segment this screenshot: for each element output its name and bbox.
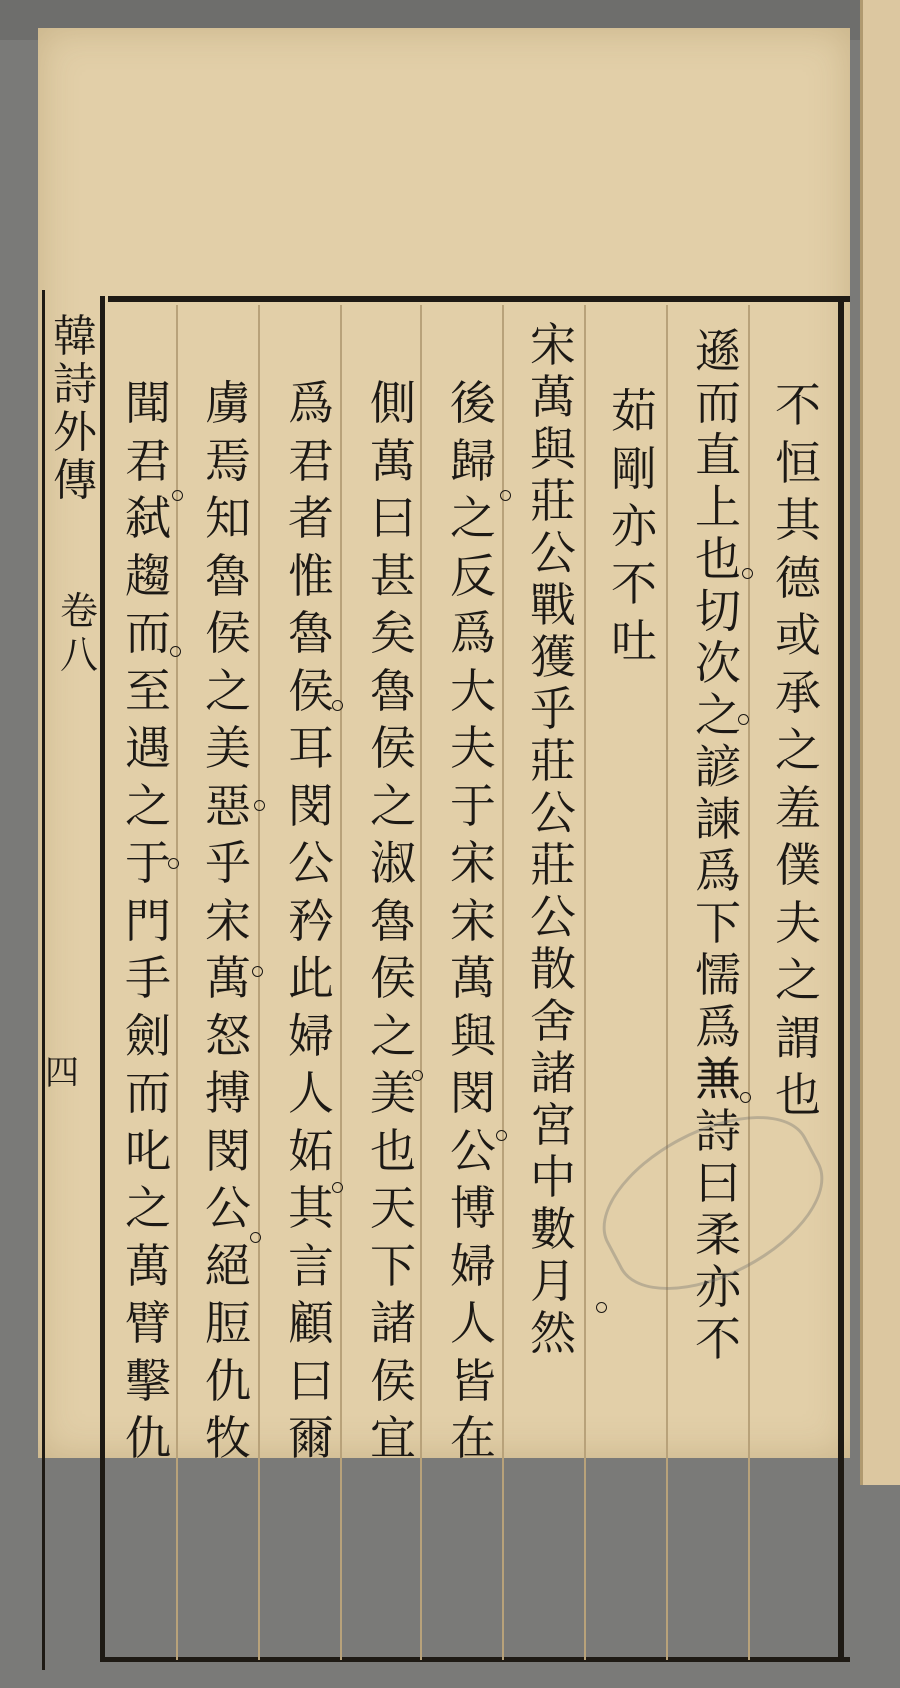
text-char: 博 [450, 1181, 496, 1235]
text-char: 聞 [125, 376, 171, 430]
text-column-8 [200, 376, 256, 1680]
text-char: 曰 [370, 491, 416, 545]
punctuation-mark [170, 646, 181, 657]
text-column-4 [525, 318, 581, 1622]
text-char: 宋 [530, 318, 576, 372]
gutter-char: 外 [53, 407, 97, 458]
text-char: 僕 [775, 838, 821, 892]
text-char: 吐 [611, 614, 657, 668]
text-char: 公 [530, 786, 576, 840]
text-char: 公 [288, 836, 334, 890]
text-char: 劍 [125, 1008, 171, 1063]
text-char: 之 [125, 778, 171, 833]
frame-right-border [838, 296, 844, 1662]
text-char: 諸 [530, 1046, 576, 1100]
text-char: 之 [125, 1181, 171, 1235]
text-char: 舍 [530, 994, 576, 1048]
text-char: 萬 [125, 1238, 171, 1293]
punctuation-mark [172, 490, 183, 501]
text-char: 與 [530, 422, 576, 476]
gutter-char: 詩 [53, 359, 97, 410]
text-char: 𠔥 [695, 1052, 741, 1106]
text-char: 柔 [695, 1208, 741, 1262]
punctuation-mark [500, 490, 511, 501]
text-char: 淑 [370, 836, 416, 890]
text-char: 侯 [370, 1353, 416, 1408]
text-char: 爾 [288, 1411, 334, 1465]
text-char: 諸 [370, 1296, 416, 1350]
text-char: 仇 [125, 1411, 171, 1465]
text-char: 耳 [288, 721, 334, 775]
text-char: 其 [288, 1181, 334, 1235]
text-char: 言 [288, 1238, 334, 1293]
text-char: 莊 [530, 838, 576, 892]
text-char: 臂 [125, 1296, 171, 1350]
text-char: 焉 [205, 433, 251, 488]
text-char: 萬 [370, 433, 416, 488]
facing-page-edge [860, 0, 900, 1485]
text-char: 月 [530, 1254, 576, 1308]
text-char: 剛 [611, 441, 657, 496]
text-char: 趨 [125, 548, 171, 603]
text-char: 然 [530, 1306, 576, 1360]
text-char: 而 [125, 1066, 171, 1120]
text-char: 人 [450, 1296, 496, 1350]
gutter-char: 卷 [60, 589, 99, 633]
text-char: 公 [450, 1123, 496, 1178]
text-char: 下 [370, 1238, 416, 1293]
text-char: 公 [530, 526, 576, 580]
text-char: 侯 [205, 606, 251, 660]
text-char: 中 [530, 1150, 576, 1204]
text-char: 弑 [125, 491, 171, 545]
text-char: 虜 [205, 376, 251, 430]
text-char: 遜 [695, 324, 741, 378]
text-char: 獲 [530, 630, 576, 684]
column-rule [666, 305, 668, 1660]
text-char: 甚 [370, 548, 416, 603]
text-char: 宋 [450, 893, 496, 948]
text-char: 茹 [611, 384, 657, 438]
text-column-5 [445, 376, 501, 1680]
text-char: 公 [205, 1181, 251, 1235]
text-char: 上 [695, 480, 741, 534]
punctuation-mark [742, 568, 753, 579]
column-rule [176, 305, 178, 1660]
text-char: 或 [775, 608, 821, 662]
text-char: 恒 [775, 435, 821, 490]
text-char: 與 [450, 1008, 496, 1063]
text-char: 萬 [450, 951, 496, 1005]
frame-left-border [100, 296, 105, 1662]
text-char: 在 [450, 1411, 496, 1465]
text-char: 魯 [370, 663, 416, 718]
text-char: 爲 [695, 1000, 741, 1054]
text-char: 爲 [288, 376, 334, 430]
text-char: 遇 [125, 721, 171, 775]
text-char: 知 [205, 491, 251, 545]
text-char: 莊 [530, 734, 576, 788]
text-char: 宋 [450, 836, 496, 890]
text-char: 婦 [450, 1238, 496, 1293]
punctuation-mark [738, 714, 749, 725]
column-rule [584, 305, 586, 1660]
text-char: 之 [775, 723, 821, 777]
text-char: 至 [125, 663, 171, 718]
text-char: 侯 [370, 721, 416, 775]
text-char: 宜 [370, 1411, 416, 1465]
text-char: 也 [695, 532, 741, 586]
text-char: 萬 [205, 951, 251, 1005]
text-column-7 [283, 376, 339, 1680]
text-char: 顧 [288, 1296, 334, 1350]
text-char: 諺 [695, 740, 741, 794]
text-char: 絕 [205, 1238, 251, 1293]
punctuation-mark [332, 1182, 343, 1193]
text-char: 門 [125, 893, 171, 948]
text-char: 次 [695, 636, 741, 690]
punctuation-mark [740, 1092, 751, 1103]
text-char: 妬 [288, 1123, 334, 1178]
text-char: 萬 [530, 370, 576, 424]
text-char: 懦 [695, 948, 741, 1002]
text-char: 其 [775, 493, 821, 547]
text-char: 乎 [205, 836, 251, 890]
text-char: 夫 [450, 721, 496, 775]
text-char: 美 [205, 721, 251, 775]
text-char: 之 [775, 953, 821, 1007]
frame-top-border [108, 296, 850, 302]
text-char: 之 [695, 688, 741, 742]
text-char: 仇 [205, 1353, 251, 1408]
punctuation-mark [412, 1070, 423, 1081]
text-column-2 [690, 324, 746, 1628]
column-rule [340, 305, 342, 1660]
gutter-char: 傳 [53, 455, 97, 506]
text-char: 不 [695, 1312, 741, 1366]
punctuation-mark [596, 1302, 607, 1313]
text-char: 散 [530, 942, 576, 996]
gutter-char: 韓 [53, 311, 97, 362]
text-char: 魯 [370, 893, 416, 948]
text-char: 夫 [775, 895, 821, 950]
text-char: 侯 [370, 951, 416, 1005]
text-char: 擊 [125, 1353, 171, 1408]
text-char: 脰 [205, 1296, 251, 1350]
text-char: 之 [450, 491, 496, 545]
text-char: 德 [775, 550, 821, 605]
text-char: 者 [288, 491, 334, 545]
text-char: 詩 [695, 1104, 741, 1158]
text-char: 搏 [205, 1066, 251, 1120]
text-char: 手 [125, 951, 171, 1005]
punctuation-mark [332, 700, 343, 711]
text-char: 皆 [450, 1353, 496, 1408]
text-char: 矣 [370, 606, 416, 660]
text-char: 叱 [125, 1123, 171, 1178]
text-char: 而 [695, 376, 741, 430]
text-char: 曰 [288, 1353, 334, 1408]
text-char: 莊 [530, 474, 576, 528]
text-char: 于 [450, 778, 496, 833]
text-char: 此 [288, 951, 334, 1005]
text-char: 魯 [288, 606, 334, 660]
punctuation-mark [252, 966, 263, 977]
text-char: 下 [695, 896, 741, 950]
text-char: 不 [775, 378, 821, 432]
text-char: 後 [450, 376, 496, 430]
text-char: 亦 [695, 1260, 741, 1314]
text-char: 怒 [205, 1008, 251, 1063]
text-char: 侯 [288, 663, 334, 718]
text-char: 美 [370, 1066, 416, 1120]
text-char: 數 [530, 1202, 576, 1256]
text-char: 不 [611, 556, 657, 611]
punctuation-mark [254, 800, 265, 811]
text-char: 婦 [288, 1008, 334, 1063]
text-char: 公 [530, 890, 576, 944]
text-char: 謂 [775, 1010, 821, 1065]
column-rule [258, 305, 260, 1660]
volume-label [60, 580, 99, 677]
text-char: 直 [695, 428, 741, 482]
text-char: 之 [205, 663, 251, 718]
gutter-rule [42, 290, 45, 1670]
text-char: 而 [125, 606, 171, 660]
punctuation-mark [250, 1232, 261, 1243]
text-char: 側 [370, 376, 416, 430]
text-char: 承 [775, 665, 821, 720]
text-char: 也 [775, 1068, 821, 1122]
text-char: 矜 [288, 893, 334, 948]
text-char: 人 [288, 1066, 334, 1120]
text-char: 戰 [530, 578, 576, 632]
text-char: 亦 [611, 499, 657, 553]
text-char: 閔 [450, 1066, 496, 1120]
text-char: 諫 [695, 792, 741, 846]
text-char: 大 [450, 663, 496, 718]
text-column-3 [606, 384, 662, 1688]
text-char: 切 [695, 584, 741, 638]
text-char: 惡 [205, 778, 251, 833]
text-char: 天 [370, 1181, 416, 1235]
punctuation-mark [496, 1130, 507, 1141]
text-column-6 [365, 376, 421, 1680]
text-char: 爲 [450, 606, 496, 660]
text-char: 魯 [205, 548, 251, 603]
text-char: 惟 [288, 548, 334, 603]
text-column-1 [770, 378, 826, 1682]
text-char: 之 [370, 1008, 416, 1063]
text-char: 宋 [205, 893, 251, 948]
text-char: 爲 [695, 844, 741, 898]
column-rule [502, 305, 504, 1660]
text-char: 羞 [775, 780, 821, 835]
text-char: 牧 [205, 1411, 251, 1465]
text-char: 歸 [450, 433, 496, 488]
text-char: 君 [125, 433, 171, 488]
punctuation-mark [168, 858, 179, 869]
text-char: 于 [125, 836, 171, 890]
text-char: 乎 [530, 682, 576, 736]
gutter-char: 八 [60, 633, 99, 677]
text-char: 閔 [288, 778, 334, 833]
running-title [50, 300, 100, 506]
column-rule [748, 305, 750, 1660]
text-column-9 [120, 376, 176, 1680]
text-char: 宮 [530, 1098, 576, 1152]
text-char: 君 [288, 433, 334, 488]
text-char: 之 [370, 778, 416, 833]
text-char: 反 [450, 548, 496, 603]
text-char: 閔 [205, 1123, 251, 1178]
page-number: 四 [45, 1053, 79, 1093]
text-char: 也 [370, 1123, 416, 1178]
text-char: 曰 [695, 1156, 741, 1210]
